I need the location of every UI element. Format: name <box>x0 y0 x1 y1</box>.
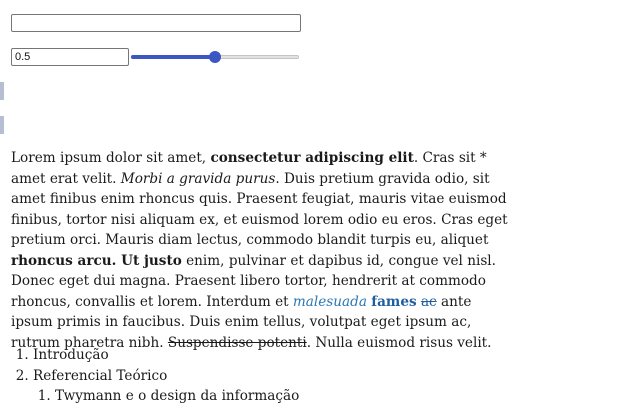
side-marker <box>0 82 4 100</box>
toc-item <box>33 366 299 407</box>
link-ac[interactable]: ac <box>420 293 437 310</box>
toc-subitem-label: Twymann e o design da informação <box>55 388 300 404</box>
text-span: . Cras sit * amet erat velit. <box>11 150 487 187</box>
text-span: . Duis pretium gravida odio, sit amet finibus enim rhoncus quis. Praesent feugiat, mauris vitae euismod finibus, tortor nisi aliquam ex, et euismod lorem odio eu eros. Cras eget pretium orci. Mauris diam lectus, commodo blandit turpis eu, aliquet <box>11 170 508 248</box>
text-span: enim, pulvinar et dapibus id, congue vel nisl. Donec eget dui magna. Praesent libero tortor, hendrerit at commodo rhoncus, convallis et lorem. Interdum et <box>11 252 496 310</box>
toc-sublist <box>33 386 299 407</box>
text-span: ante ipsum primis in faucibus. Duis enim tellus, volutpat eget ipsum ac, rutrum pharetra nibh. <box>11 293 472 351</box>
link-fames[interactable]: fames <box>371 293 417 310</box>
toc-list <box>11 345 299 407</box>
bold-text: consectetur adipiscing elit <box>210 150 414 166</box>
text-span: Lorem ipsum dolor sit amet, <box>11 150 211 166</box>
toc-item-label: Referencial Teórico <box>33 367 168 384</box>
slider-fill <box>131 55 215 59</box>
toc-item <box>33 345 299 366</box>
strikethrough-text: Suspendisse potenti <box>167 334 307 351</box>
slider-thumb[interactable] <box>209 51 221 63</box>
text-span: . Nulla euismod risus velit. <box>306 334 492 351</box>
number-value-input[interactable] <box>11 48 129 66</box>
body-paragraph <box>11 148 516 353</box>
toc-subitem <box>55 386 299 407</box>
toc-item-label: Introdução <box>33 347 109 363</box>
bold-text: rhoncus arcu. Ut justo <box>11 252 182 269</box>
side-marker <box>0 116 4 134</box>
italic-text: Morbi a gravida purus <box>120 170 276 187</box>
range-slider[interactable] <box>131 50 299 64</box>
table-of-contents <box>11 345 299 407</box>
link-malesuada[interactable]: malesuada <box>292 293 367 310</box>
text-input[interactable] <box>11 14 301 32</box>
